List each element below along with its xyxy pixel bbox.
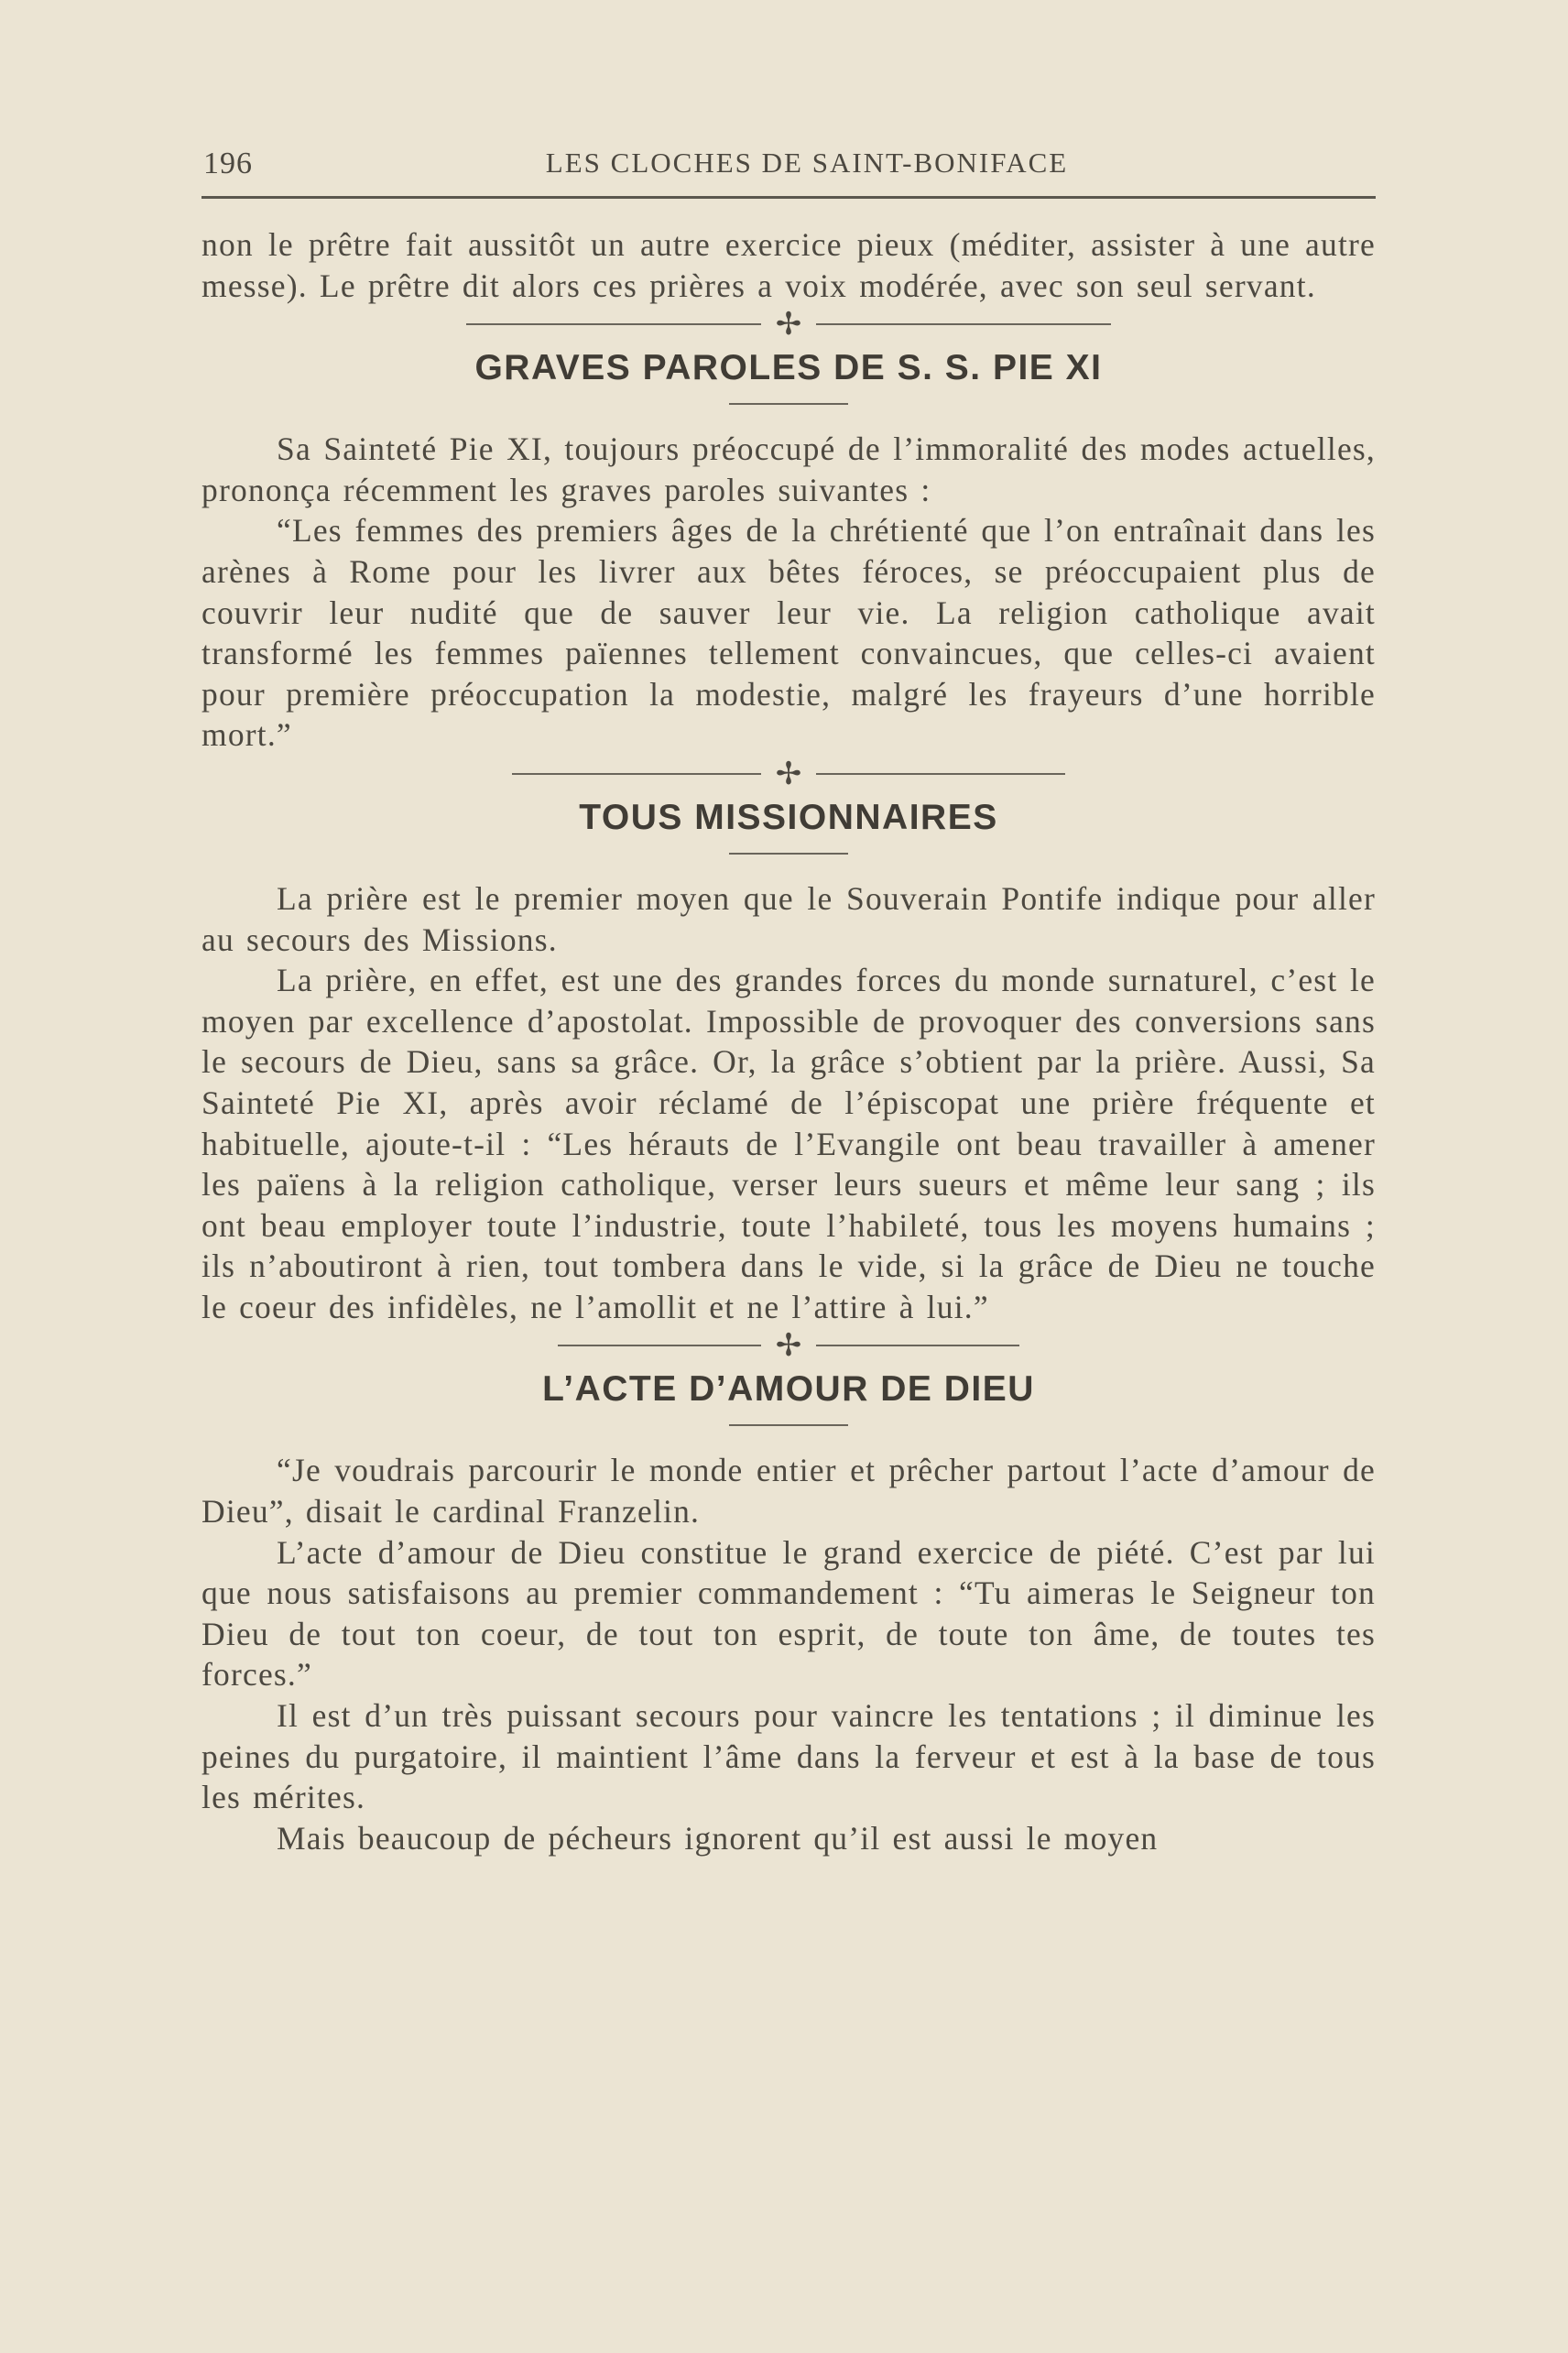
cross-ornament-icon: ✢	[775, 306, 802, 343]
section-heading: GRAVES PAROLES DE S. S. PIE XI	[474, 348, 1103, 388]
section-heading: L’ACTE D’AMOUR DE DIEU	[542, 1369, 1035, 1410]
section-acte-amour	[201, 1367, 1376, 1858]
paragraph: Mais beaucoup de pécheurs ignorent qu’il est aussi le moyen	[277, 1819, 1159, 1857]
paragraph: “Les femmes des premiers âges de la chrétienté que l’on entraînait dans les arènes à Rome pour les livrer aux bêtes féroces, se préoccupaient plus de couvrir leur nudité que de sauver leur vie. La religion catholique avait transformé les femmes païennes tellement convaincues, que celles-ci avaient pour première préoccupation la modestie, malgré les frayeurs d’une horrible mort.”	[201, 512, 1376, 754]
paragraph: L’acte d’amour de Dieu constitue le grand exercice de piété. C’est par lui que nous satisfaisons au premier commandement : “Tu aimeras le Seigneur ton Dieu de tout ton coeur, de tout ton esprit, de toute ton âme, de toutes tes forces.”	[201, 1533, 1376, 1694]
separator-line	[816, 323, 1111, 325]
section-tous-missionnaires	[201, 796, 1376, 1328]
cross-ornament-icon: ✢	[775, 755, 802, 792]
header-rule	[201, 196, 1376, 199]
separator-line	[558, 1345, 761, 1346]
intro-paragraph: non le prêtre fait aussitôt un autre exercice pieux (méditer, assister à une autre messe). Le prêtre dit alors ces prières a voix modérée, avec son seul servant.	[201, 226, 1376, 304]
paragraph: Sa Sainteté Pie XI, toujours préoccupé de l’immoralité des modes actuelles, prononça récemment les graves paroles suivantes :	[201, 430, 1376, 508]
separator-line	[816, 773, 1065, 775]
section-separator	[201, 306, 1376, 343]
separator-line	[466, 323, 761, 325]
running-header	[201, 137, 1376, 192]
heading-underline	[729, 853, 848, 855]
section-graves-paroles	[201, 346, 1376, 756]
running-title: LES CLOCHES DE SAINT-BONIFACE	[545, 147, 1069, 179]
page-number: 196	[203, 147, 253, 180]
section-heading: TOUS MISSIONNAIRES	[579, 797, 998, 837]
paragraph: La prière, en effet, est une des grandes forces du monde surnaturel, c’est le moyen par excellence d’apostolat. Impossible de provoquer des conversions sans le secours de Dieu, sans sa grâce. Or, la grâce s’obtient par la prière. Aussi, Sa Sainteté Pie XI, après avoir réclamé de l’épiscopat une prière fréquente et habituelle, ajoute-t-il : “Les hérauts de l’Evangile ont beau travailler à amener les païens à la religion catholique, verser leurs sueurs et même leur sang ; ils ont beau employer toute l’industrie, toute l’habileté, tous les moyens humains ; ils n’aboutiront à rien, tout tombera dans le vide, si la grâce de Dieu ne touche le coeur des infidèles, ne l’amollit et ne l’attire à lui.”	[201, 962, 1376, 1325]
section-separator	[201, 755, 1376, 792]
section-separator	[201, 1327, 1376, 1365]
heading-underline	[729, 403, 848, 405]
paragraph: La prière est le premier moyen que le Souverain Pontife indique pour aller au secours des Missions.	[201, 879, 1376, 958]
cross-ornament-icon: ✢	[775, 1327, 802, 1365]
paragraph: Il est d’un très puissant secours pour vaincre les tentations ; il diminue les peines du purgatoire, il maintient l’âme dans la ferveur et est à la base de tous les mérites.	[201, 1697, 1376, 1816]
separator-line	[512, 773, 761, 775]
heading-underline	[729, 1424, 848, 1426]
separator-line	[816, 1345, 1019, 1346]
paragraph: “Je voudrais parcourir le monde entier et prêcher partout l’acte d’amour de Dieu”, disait le cardinal Franzelin.	[201, 1452, 1376, 1531]
intro-block	[201, 224, 1376, 306]
page-content	[201, 137, 1376, 1858]
